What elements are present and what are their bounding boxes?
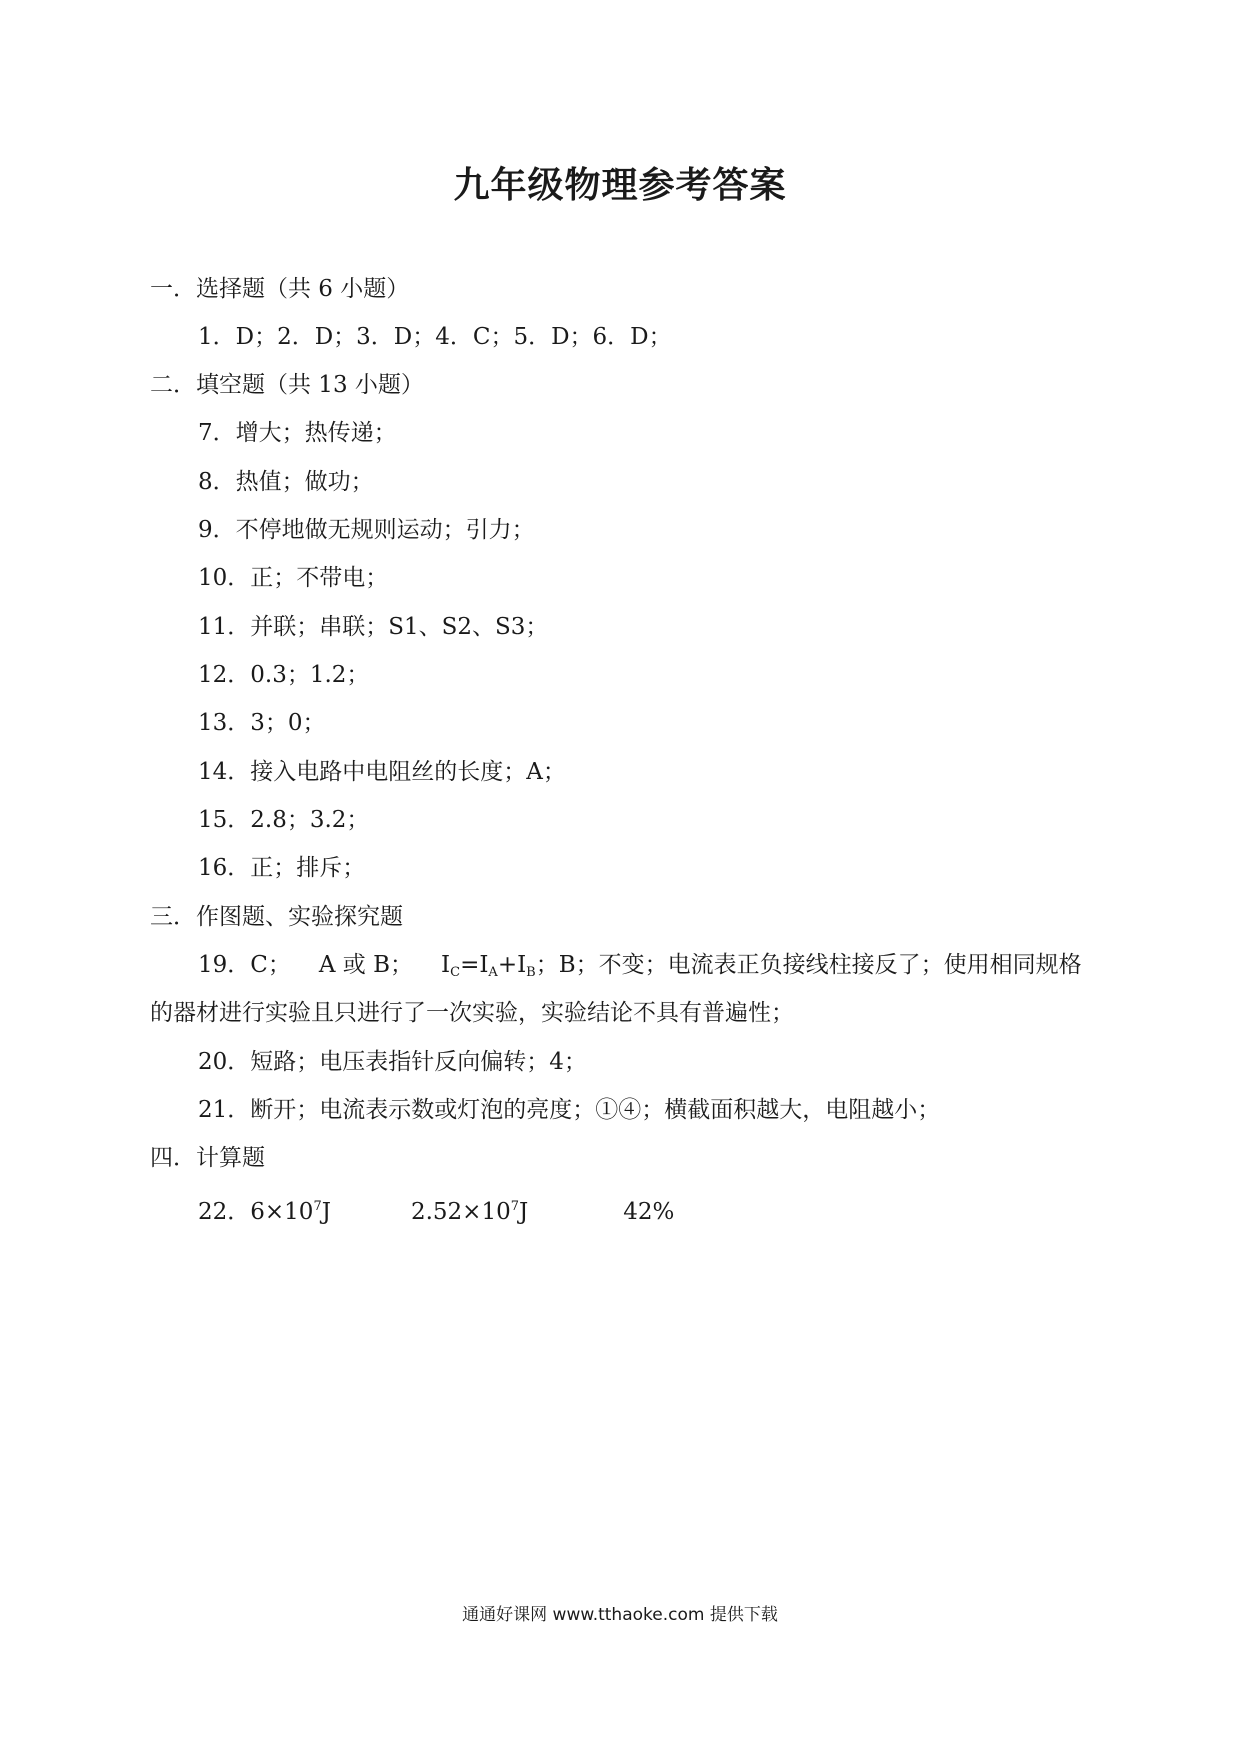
- footer-source: 通通好课网 www.tthaoke.com 提供下载: [462, 1605, 778, 1625]
- answer-20: 20．短路；电压表指针反向偏转；4；: [198, 1049, 587, 1075]
- answer-19: [198, 950, 1082, 988]
- answer-22-heat-total: 22．6×10: [198, 1199, 314, 1225]
- answer-16: 16．正；排斥；: [198, 855, 366, 881]
- answer-7: 7．增大；热传递；: [198, 420, 397, 446]
- section-heading-fill-blank: 二．填空题（共 13 小题）: [150, 372, 424, 398]
- answer-11: 11．并联；串联；S1、S2、S3；: [198, 614, 549, 640]
- answer-8: 8．热值；做功；: [198, 469, 374, 495]
- answer-22-unit1: J: [321, 1199, 331, 1225]
- page-title: 九年级物理参考答案: [453, 165, 787, 206]
- answer-19-sub-a: A: [488, 965, 498, 980]
- answer-22-unit2: J: [519, 1199, 529, 1225]
- answer-19-rest: ；B；不变；电流表正负接线柱接反了；使用相同规格: [535, 952, 1082, 978]
- answer-14: 14．接入电路中电阻丝的长度；A；: [198, 759, 566, 785]
- answer-19-part1: 19．C；: [198, 952, 291, 978]
- answer-19-plus: +I: [497, 952, 527, 978]
- answer-19-line2: 的器材进行实验且只进行了一次实验，实验结论不具有普遍性；: [150, 1000, 794, 1026]
- answer-15: 15．2.8；3.2；: [198, 807, 370, 833]
- answer-19-sub-b: B: [526, 965, 536, 980]
- answer-12: 12．0.3；1.2；: [198, 662, 370, 688]
- section-heading-choice: 一．选择题（共 6 小题）: [150, 276, 410, 302]
- answer-13: 13．3；0；: [198, 710, 326, 736]
- answer-19-eq: =I: [460, 952, 489, 978]
- answer-22: [198, 1192, 674, 1227]
- section-heading-calculation: 四．计算题: [150, 1145, 265, 1171]
- answer-22-exp1: 7: [313, 1199, 322, 1214]
- section-heading-experiment: 三．作图题、实验探究题: [150, 904, 403, 930]
- answer-1-6: 1．D；2．D；3．D；4．C；5．D；6．D；: [198, 324, 672, 350]
- answer-10: 10．正；不带电；: [198, 565, 389, 591]
- answer-9: 9．不停地做无规则运动；引力；: [198, 517, 535, 543]
- answer-19-i: I: [441, 952, 451, 978]
- answer-19-part2: A 或 B；: [318, 952, 414, 978]
- answer-22-efficiency: 42%: [623, 1199, 675, 1225]
- answer-22-heat-absorbed: 2.52×10: [410, 1199, 511, 1225]
- answer-21: 21．断开；电流表示数或灯泡的亮度；①④；横截面积越大，电阻越小；: [198, 1097, 941, 1123]
- answer-19-sub-c: C: [450, 965, 461, 980]
- answer-22-exp2: 7: [510, 1199, 519, 1214]
